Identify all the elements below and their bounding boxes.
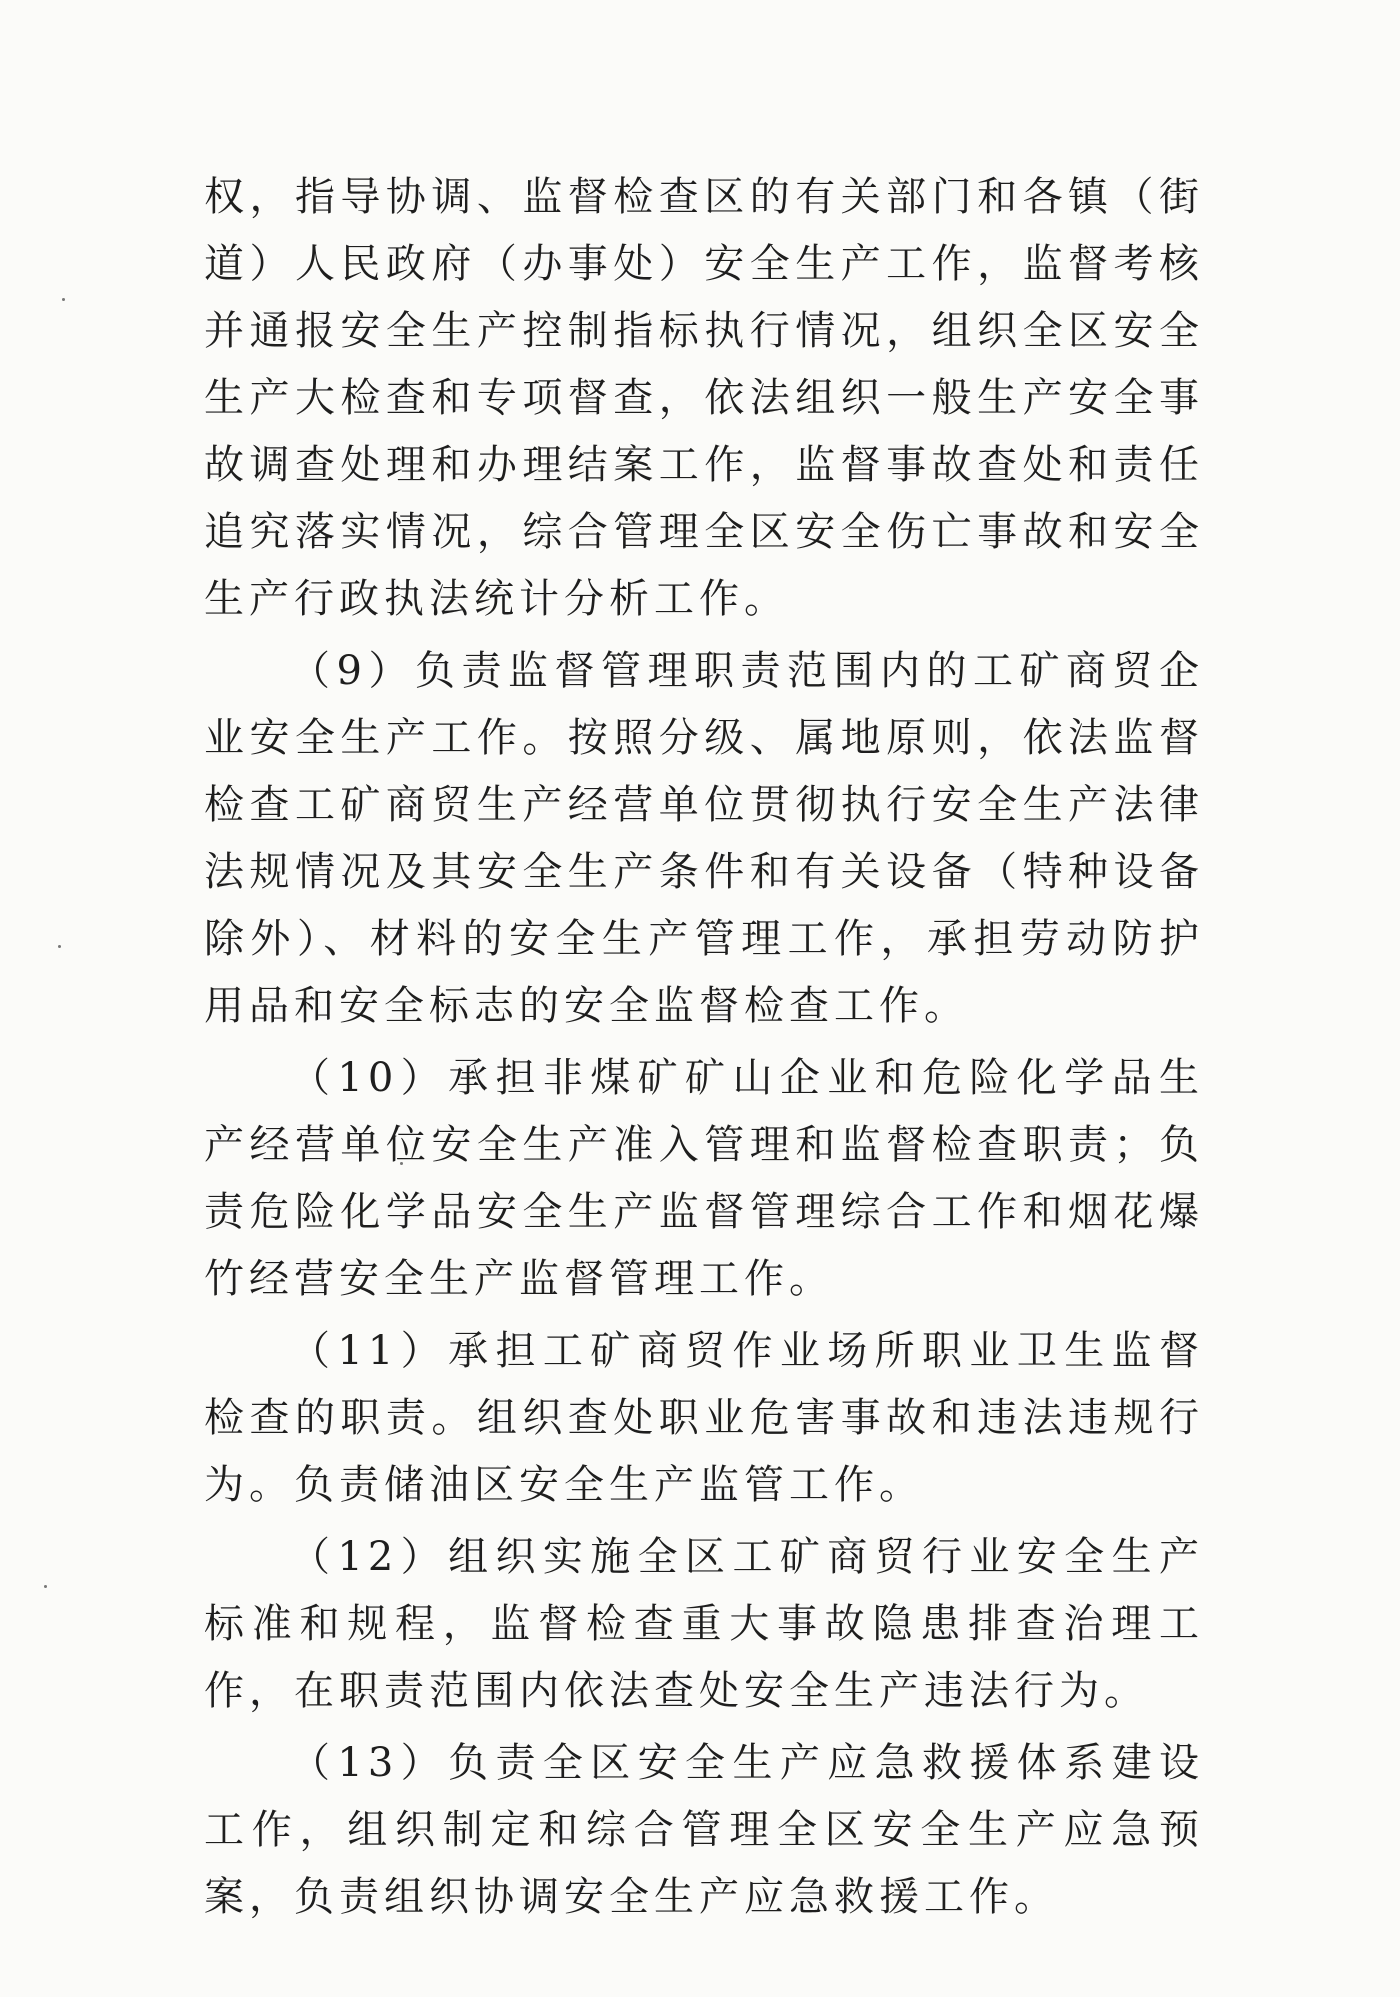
document-body xyxy=(204,164,1204,1931)
paragraph-item-13: （13）负责全区安全生产应急救援体系建设工作，组织制定和综合管理全区安全生产应急预案，负责组织协调安全生产应急救援工作。 xyxy=(204,1740,1204,1920)
paragraph-item-12: （12）组织实施全区工矿商贸行业安全生产标准和规程，监督检查重大事故隐患排查治理工作，在职责范围内依法查处安全生产违法行为。 xyxy=(204,1534,1204,1714)
paragraph-item-10: （10）承担非煤矿矿山企业和危险化学品生产经营单位安全生产准入管理和监督检查职责；负责危险化学品安全生产监督管理综合工作和烟花爆竹经营安全生产监督管理工作。 xyxy=(204,1055,1204,1302)
scan-speck xyxy=(44,1585,47,1588)
scan-speck xyxy=(62,298,65,301)
paragraph-item-11: （11）承担工矿商贸作业场所职业卫生监督检查的职责。组织查处职业危害事故和违法违规行为。负责储油区安全生产监管工作。 xyxy=(204,1328,1204,1508)
paragraph-item-9: （9）负责监督管理职责范围内的工矿商贸企业安全生产工作。按照分级、属地原则，依法监督检查工矿商贸生产经营单位贯彻执行安全生产法律法规情况及其安全生产条件和有关设备（特种设备除外）、材料的安全生产管理工作，承担劳动防护用品和安全标志的安全监督检查工作。 xyxy=(204,648,1204,1029)
scan-speck xyxy=(58,945,61,948)
paragraph-continued: 权，指导协调、监督检查区的有关部门和各镇（街道）人民政府（办事处）安全生产工作，监督考核并通报安全生产控制指标执行情况，组织全区安全生产大检查和专项督查，依法组织一般生产安全事故调查处理和办理结案工作，监督事故查处和责任追究落实情况，综合管理全区安全伤亡事故和安全生产行政执法统计分析工作。 xyxy=(204,174,1204,622)
